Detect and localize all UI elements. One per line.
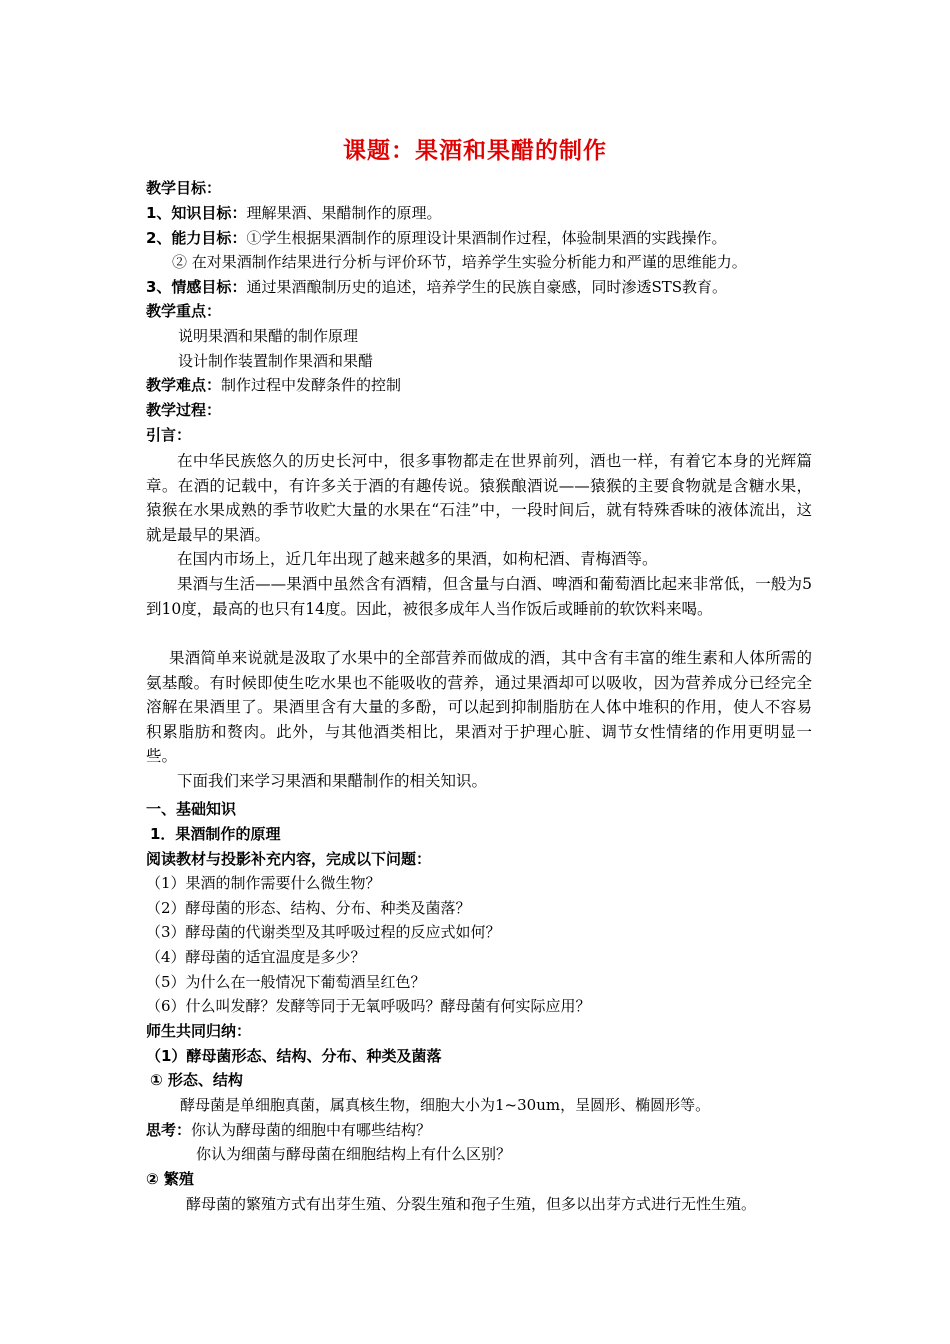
difficulty-label: 教学难点： bbox=[146, 376, 222, 394]
key-point-1: 说明果酒和果醋的制作原理 bbox=[178, 327, 359, 345]
emotion-objective-text: 通过果酒酿制历史的追述，培养学生的民族自豪感，同时渗透STS教育。 bbox=[246, 278, 728, 296]
intro-paragraph-2 bbox=[146, 547, 812, 572]
summary-heading: 师生共同归纳： bbox=[146, 1022, 252, 1040]
intro-paragraph-5 bbox=[146, 769, 812, 794]
question-6: （6）什么叫发酵？发酵等同于无氧呼吸吗？酵母菌有何实际应用？ bbox=[146, 997, 591, 1015]
section1-heading: 一、基础知识 bbox=[146, 800, 237, 818]
reading-instruction: 阅读教材与投影补充内容，完成以下问题： bbox=[146, 850, 432, 868]
emotion-objective bbox=[146, 277, 727, 297]
intro-heading: 引言： bbox=[146, 426, 192, 444]
question-4: （4）酵母菌的适宜温度是多少？ bbox=[146, 948, 366, 966]
key-points-heading: 教学重点： bbox=[146, 302, 222, 320]
difficulty-text: 制作过程中发酵条件的控制 bbox=[221, 376, 402, 394]
intro-text-4: 果酒简单来说就是汲取了水果中的全部营养而做成的酒，其中含有丰富的维生素和人体所需的氨基酸。有时候即使生吃水果也不能吸收的营养，通过果酒却可以吸收，因为营养成分已经完全溶解在果酒里了。果酒里含有大量的多酚，可以起到抑制脂肪在人体中堆积的作用，使人不容易积累脂肪和赘肉。此外，与其他酒类相比，果酒对于护理心脏、调节女性情绪的作用更明显一些。 bbox=[146, 649, 812, 766]
intro-text-5: 下面我们来学习果酒和果醋制作的相关知识。 bbox=[177, 772, 488, 790]
question-2: （2）酵母菌的形态、结构、分布、种类及菌落？ bbox=[146, 899, 471, 917]
question-3: （3）酵母菌的代谢类型及其呼吸过程的反应式如何？ bbox=[146, 923, 501, 941]
summary-item-1b-text: 酵母菌的繁殖方式有出芽生殖、分裂生殖和孢子生殖，但多以出芽方式进行无性生殖。 bbox=[186, 1195, 757, 1213]
intro-paragraph-1 bbox=[146, 449, 812, 547]
intro-paragraph-3 bbox=[146, 572, 812, 621]
think-label: 思考： bbox=[146, 1121, 192, 1139]
summary-item-1b: ② 繁殖 bbox=[146, 1170, 194, 1188]
question-1: （1）果酒的制作需要什么微生物？ bbox=[146, 874, 381, 892]
page-title: 课题：果酒和果醋的制作 bbox=[343, 138, 607, 164]
intro-text-1: 在中华民族悠久的历史长河中，很多事物都走在世界前列，酒也一样，有着它本身的光辉篇章。在酒的记载中，有许多关于酒的有趣传说。猿猴酿酒说——猿猴的主要食物就是含糖水果，猿猴在水果成熟的季节收贮大量的水果在“石洼”中，一段时间后，就有特殊香味的液体流出，这就是最早的果酒。 bbox=[146, 452, 812, 544]
think-text-1: 你认为酵母菌的细胞中有哪些结构？ bbox=[191, 1121, 432, 1139]
ability-objective-2: ② 在对果酒制作结果进行分析与评价环节，培养学生实验分析能力和严谨的思维能力。 bbox=[172, 253, 747, 271]
summary-item-1a-text: 酵母菌是单细胞真菌，属真核生物，细胞大小为1~30um，呈圆形、椭圆形等。 bbox=[180, 1096, 711, 1114]
key-point-2: 设计制作装置制作果酒和果醋 bbox=[178, 352, 374, 370]
intro-text-2: 在国内市场上，近几年出现了越来越多的果酒，如枸杞酒、青梅酒等。 bbox=[177, 550, 658, 568]
intro-paragraph-4 bbox=[146, 646, 812, 769]
emotion-objective-label: 3、情感目标： bbox=[146, 278, 247, 296]
objectives-heading: 教学目标： bbox=[146, 179, 222, 197]
think-line-1 bbox=[146, 1120, 431, 1140]
summary-item-1a: ① 形态、结构 bbox=[150, 1071, 243, 1089]
intro-text-3: 果酒与生活——果酒中虽然含有酒精，但含量与白酒、啤酒和葡萄酒比起来非常低，一般为5到10度，最高的也只有14度。因此，被很多成年人当作饭后或睡前的软饮料来喝。 bbox=[146, 575, 812, 618]
think-line-2: 你认为细菌与酵母菌在细胞结构上有什么区别？ bbox=[196, 1145, 512, 1163]
knowledge-objective bbox=[146, 203, 441, 223]
ability-objective-text: ①学生根据果酒制作的原理设计果酒制作过程，体验制果酒的实践操作。 bbox=[246, 229, 727, 247]
knowledge-objective-label: 1、知识目标： bbox=[146, 204, 247, 222]
knowledge-objective-text: 理解果酒、果醋制作的原理。 bbox=[246, 204, 442, 222]
ability-objective-label: 2、能力目标： bbox=[146, 229, 247, 247]
difficulty bbox=[146, 375, 401, 395]
process-heading: 教学过程： bbox=[146, 401, 222, 419]
ability-objective bbox=[146, 228, 726, 248]
summary-item-1: （1）酵母菌形态、结构、分布、种类及菌落 bbox=[146, 1047, 442, 1065]
question-5: （5）为什么在一般情况下葡萄酒呈红色？ bbox=[146, 973, 426, 991]
section1-sub1: 1．果酒制作的原理 bbox=[150, 825, 281, 843]
